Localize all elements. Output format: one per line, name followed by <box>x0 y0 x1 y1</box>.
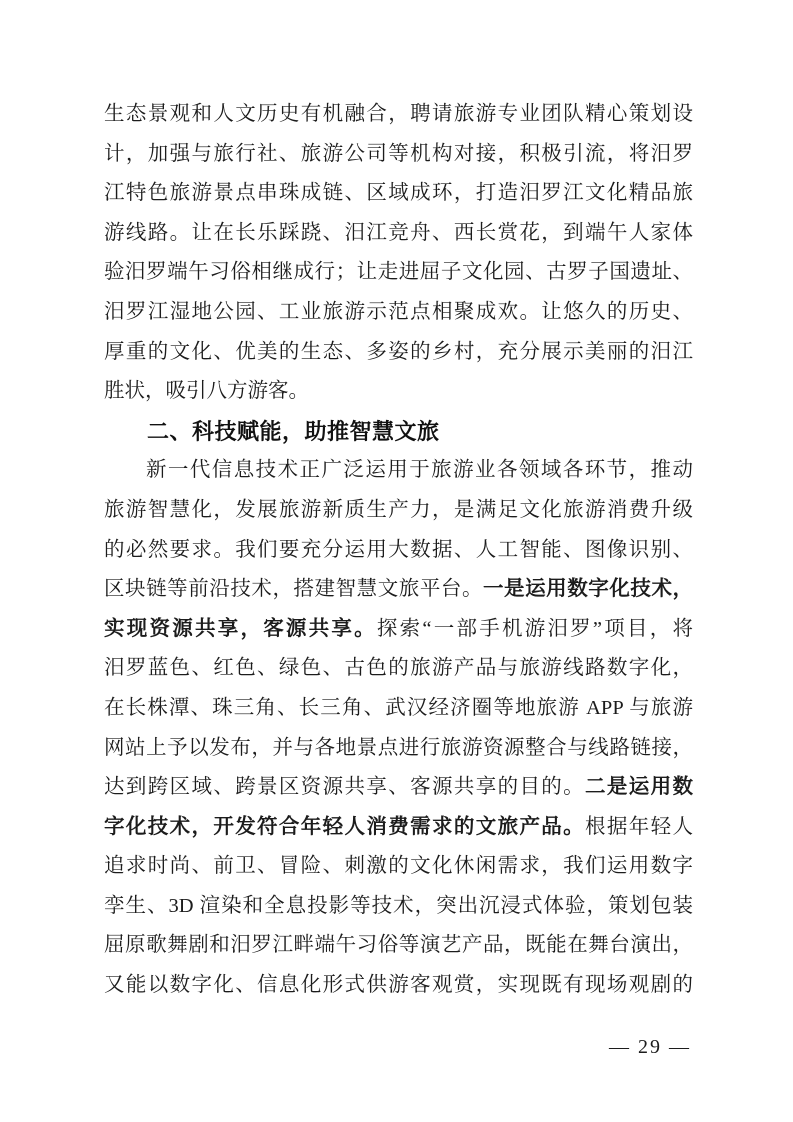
text-line <box>104 570 693 610</box>
text-line <box>104 610 693 650</box>
text-segment: 生态景观和人文历史有机融合，聘请旅游专业团队精心策划设 <box>104 103 693 125</box>
text-line <box>104 887 693 927</box>
text-segment: 验汨罗端午习俗相继成行；让走进屈子文化园、古罗子国遗址、 <box>104 261 693 284</box>
text-line <box>104 372 693 412</box>
text-segment: 在长株潭、珠三角、长三角、武汉经济圈等地旅游 APP 与旅游 <box>104 696 693 719</box>
text-segment: 又能以数字化、信息化形式供游客观赏，实现既有现场观剧的 <box>104 974 693 997</box>
text-segment: 计，加强与旅行社、旅游公司等机构对接，积极引流，将汨罗 <box>104 142 693 165</box>
text-line <box>104 768 693 808</box>
text-segment: 厚重的文化、优美的生态、多姿的乡村，充分展示美丽的汨江 <box>104 340 693 363</box>
text-line <box>104 491 693 531</box>
text-segment: 游线路。让在长乐踩跷、汨江竞舟、西长赏花，到端午人家体 <box>104 221 693 244</box>
text-line <box>104 689 693 729</box>
bold-text-segment: 实现资源共享，客源共享。 <box>104 617 377 640</box>
text-segment: 新一代信息技术正广泛运用于旅游业各领域各环节，推动 <box>146 459 693 482</box>
text-segment: 江特色旅游景点串珠成链、区域成环，打造汨罗江文化精品旅 <box>104 182 693 205</box>
text-line <box>104 253 693 293</box>
text-segment: 的必然要求。我们要充分运用大数据、人工智能、图像识别、 <box>104 538 693 561</box>
text-segment: 汨罗蓝色、红色、绿色、古色的旅游产品与旅游线路数字化， <box>104 657 693 680</box>
text-line <box>104 174 693 214</box>
bold-text-segment: 二是运用数 <box>585 776 693 799</box>
text-line <box>104 293 693 333</box>
text-segment: 胜状，吸引八方游客。 <box>104 380 309 403</box>
document-body <box>104 95 693 1006</box>
bold-text-segment: 一是运用数字化技术， <box>483 578 693 601</box>
text-line <box>104 214 693 254</box>
text-segment: 区块链等前沿技术，搭建智慧文旅平台。 <box>104 578 483 601</box>
text-line <box>104 966 693 1006</box>
text-segment: 屈原歌舞剧和汨罗江畔端午习俗等演艺产品，既能在舞台演出， <box>104 934 693 957</box>
text-line <box>104 649 693 689</box>
page-number: — 29 — <box>609 1036 691 1058</box>
text-line <box>104 451 693 491</box>
text-segment: 孪生、3D 渲染和全息投影等技术，突出沉浸式体验，策划包装 <box>104 894 693 917</box>
text-line <box>104 729 693 769</box>
section-heading: 二、科技赋能，助推智慧文旅 <box>147 418 440 444</box>
text-segment: 旅游智慧化，发展旅游新质生产力，是满足文化旅游消费升级 <box>104 498 693 521</box>
text-segment: 追求时尚、前卫、冒险、刺激的文化休闲需求，我们运用数字 <box>104 855 693 878</box>
text-segment: 汨罗江湿地公园、工业旅游示范点相聚成欢。让悠久的历史、 <box>104 300 693 323</box>
text-line <box>104 95 693 135</box>
text-line <box>104 808 693 848</box>
text-segment: 探索“一部手机游汨罗”项目，将 <box>376 617 693 640</box>
text-line <box>104 135 693 175</box>
bold-text-segment: 字化技术，开发符合年轻人消费需求的文旅产品。 <box>104 815 586 838</box>
text-line <box>104 847 693 887</box>
text-line <box>104 926 693 966</box>
text-line <box>104 531 693 571</box>
text-segment: 网站上予以发布，并与各地景点进行旅游资源整合与线路链接， <box>104 736 693 759</box>
text-segment: 达到跨区域、跨景区资源共享、客源共享的目的。 <box>104 776 586 799</box>
text-segment: 根据年轻人 <box>585 815 693 838</box>
text-line <box>104 333 693 373</box>
